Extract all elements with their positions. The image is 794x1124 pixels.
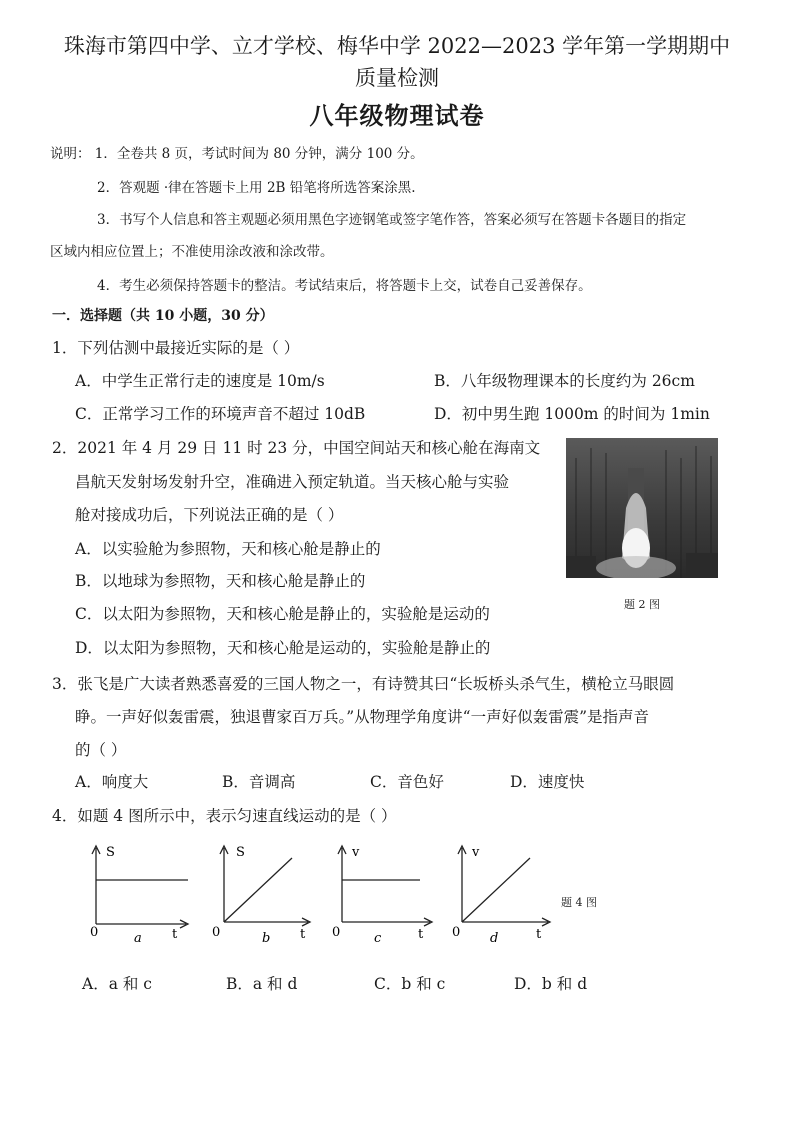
graph-line [462,858,530,922]
q1-option-b: B．八年级物理课本的长度约为 26cm [434,372,695,390]
q2-line2: 昌航天发射场发射升空，准确进入预定轨道。当天核心舱与实验 [75,473,510,491]
rocket-launch-photo [566,438,718,578]
q3-line2: 睁。一声好似轰雷震，独退曹家百万兵。”从物理学角度讲“一声好似轰雷震”是指声音 [75,708,650,726]
q4-option-a: A．a 和 c [82,975,152,993]
q1-option-a: A．中学生正常行走的速度是 10m/s [75,372,325,390]
q2-line3: 舱对接成功后，下列说法正确的是（ ） [75,506,344,524]
q4-stem: 4．如题 4 图所示中，表示匀速直线运动的是（ ） [52,807,397,825]
graph-line [224,858,292,922]
y-axis-label: v [472,845,480,860]
note-1: 说明： 1．全卷共 8 页，考试时间为 80 分钟，满分 100 分。 [50,146,424,162]
y-axis-label: v [352,845,360,860]
note-3: 3．书写个人信息和答主观题必须用黑色字迹钢笔或签字笔作答，答案必须写在答题卡各题目的指定 [97,212,687,228]
q2-line1: 2．2021 年 4 月 29 日 11 时 23 分，中国空间站天和核心舱在海南文 [52,439,541,457]
graph-b [206,842,316,947]
exam-subject-title: 八年级物理试卷 [309,101,485,130]
note-2: 2．答观题 ·律在答题卡上用 2B 铅笔将所选答案涂黑. [97,180,416,196]
x-axis-label: t [300,927,306,942]
note-4: 4．考生必须保持答题卡的整洁。考试结束后，将答题卡上交，试卷自己妥善保存。 [97,278,592,294]
graph-name: c [374,931,382,946]
graph-a [84,842,194,947]
q2-option-a: A．以实验舱为参照物，天和核心舱是静止的 [75,540,381,558]
q2-option-c: C．以太阳为参照物，天和核心舱是静止的，实验舱是运动的 [75,605,490,623]
q4-option-b: B．a 和 d [226,975,298,993]
q3-option-c: C．音色好 [370,773,444,791]
q2-option-b: B．以地球为参照物，天和核心舱是静止的 [75,572,366,590]
note-3-cont: 区域内相应位置上；不准使用涂改液和涂改带。 [50,244,334,260]
q1-option-d: D．初中男生跑 1000m 的时间为 1min [434,405,710,423]
q4-figure-caption: 题 4 图 [561,896,597,909]
origin-label: 0 [332,925,341,940]
q3-option-a: A．响度大 [75,773,149,791]
graph-name: a [134,931,142,946]
origin-label: 0 [212,925,221,940]
q3-line3: 的（ ） [75,741,127,759]
x-axis-label: t [536,927,542,942]
y-axis-label: S [236,845,245,860]
section-heading: 一．选择题（共 10 小题，30 分） [52,308,274,324]
origin-label: 0 [90,925,99,940]
exam-title-line1: 珠海市第四中学、立才学校、梅华中学 2022—2023 学年第一学期期中 [63,34,731,58]
x-axis-label: t [172,927,178,942]
graph-c [330,842,440,947]
graph-name: b [262,931,271,946]
graph-d [448,842,558,947]
exam-title-line2: 质量检测 [355,66,439,90]
q3-option-b: B．音调高 [222,773,296,791]
q2-option-d: D．以太阳为参照物，天和核心舱是运动的，实验舱是静止的 [75,639,491,657]
x-axis-label: t [418,927,424,942]
q4-option-c: C．b 和 c [374,975,446,993]
origin-label: 0 [452,925,461,940]
q3-option-d: D．速度快 [510,773,585,791]
y-axis-label: S [106,845,115,860]
q4-option-d: D．b 和 d [514,975,588,993]
q1-stem: 1．下列估测中最接近实际的是（ ） [52,339,300,357]
q2-figure-caption: 题 2 图 [624,598,660,611]
q1-option-c: C．正常学习工作的环境声音不超过 10dB [75,405,366,423]
graph-name: d [490,931,499,946]
q3-line1: 3．张飞是广大读者熟悉喜爱的三国人物之一，有诗赞其曰“长坂桥头杀气生，横枪立马眼圆 [52,675,675,693]
